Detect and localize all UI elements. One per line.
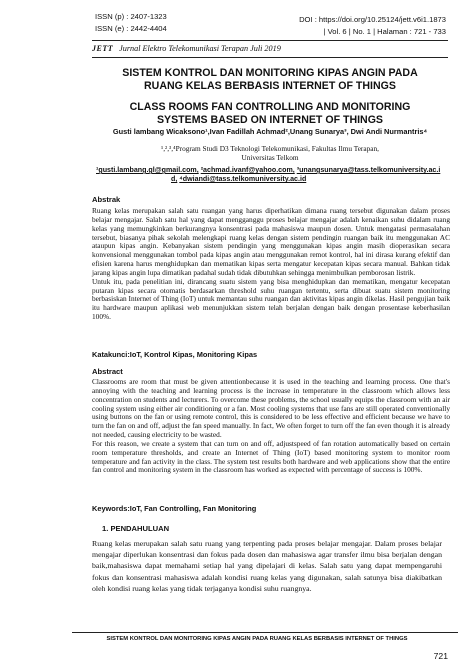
affiliation-line-2: Universitas Telkom: [241, 153, 299, 163]
header-rule-bottom: [92, 57, 448, 58]
author-emails: [96, 166, 446, 184]
footer-rule: [72, 632, 458, 633]
pendahuluan-body: [92, 538, 442, 594]
email-3-cont[interactable]: d,: [171, 175, 178, 183]
journal-banner: [92, 44, 448, 53]
abstrak-paragraph: Untuk itu, pada penelitian ini, dirancang suatu sistem yang bisa menghidupkan dan mematikan, mengatur kecepatan putaran kipas secara otomatis berdasarkan threshold suhu ruangan tertentu, serta dibuat suatu sistem monitoring berbasiskan Internet of Thing (IoT) untuk memantau suhu ruangan dan aktivitas kipas angin dikelas. Hasil pengujian baik itu hardware maupun aplikasi web menunjukkan sistem telah berjalan dengan baik dengan prosentase keberhasilan 100%.: [92, 276, 450, 322]
abstract-paragraph: For this reason, we create a system that can turn on and off, adjustspeed of fan rotation automatically based on certain room temperature thresholds, and create an Internet of Thing (IoT) based monitoring system to monitor room temperature and fan activity in the class. The system test results both hardware and web applications show that the entire fan control and monitoring system in the classroom has worked as expected with percentage of success is 100%.: [92, 438, 450, 475]
section-heading-pendahuluan: 1. PENDAHULUAN: [102, 524, 170, 533]
title-en-line-2: SYSTEMS BASED ON INTERNET OF THINGS: [156, 113, 384, 126]
email-2[interactable]: ²achmad.ivanf@yahoo.com,: [200, 166, 295, 174]
abstract-paragraph: Classrooms are room that must be given attentionbecause it is used in the teaching and learning process. One that's annoying with the teaching and learning process is the increase in temperature in the classroom which allows less concentration on students and lecturers. To overcome these problems, the school usually equips the classroom with an air cooling system using either air conditioning or a fan. Most cooling systems that use fans are still operated conventionally using buttons on the fan or using remote control, this is considered to be less effective and efficient because we have to turn the fan on and off, adjust the fan speed manually. In fact, We often forget to turn off the fan even though it is already not needed, causing electricity to be wasted.: [92, 377, 450, 440]
issn-electronic: ISSN (e) : 2442-4404: [95, 24, 167, 33]
affiliation-line-1: ¹,²,³,⁴Program Studi D3 Teknologi Telekomunikasi, Fakultas Ilmu Terapan,: [161, 144, 379, 153]
title-en-line-1: CLASS ROOMS FAN CONTROLLING AND MONITORING: [129, 101, 411, 113]
abstrak-body: [92, 207, 450, 322]
email-1[interactable]: ¹gusti.lambang.gl@gmail.com,: [96, 166, 199, 174]
abstract-body: [92, 378, 450, 475]
abstrak-heading: Abstrak: [92, 195, 121, 204]
keywords: Keywords:IoT, Fan Controlling, Fan Monitoring: [92, 504, 257, 513]
journal-name: Jurnal Elektro Telekomunikasi Terapan Juli 2019: [119, 44, 281, 53]
affiliation: [92, 144, 448, 163]
abstract-heading: Abstract: [92, 367, 123, 376]
title-id-line-2: RUANG KELAS BERBASIS INTERNET OF THINGS: [144, 79, 396, 92]
abstrak-paragraph: Ruang kelas merupakan salah satu ruangan yang harus diperhatikan dimana ruang tersebut digunakan dalam proses belajar mengajar. Salah satu hal yang dapat mengganggu proses belajar mengajar adalah kenaikan suhu didalam ruang kelas yang memungkinkan berkurangnya konsentrasi pada mahasiswa maupun dosen. Untuk mengatasi permasalahan tersebut, biasanya pihak sekolah melengkapi ruang kelas dengan sistem pendingin ruangan baik itu menggunakan AC ataupun kipas angin. Kebanyakan sistem pendingin yang menggunakan kipas angin masih dioperasikan secara konvensional menggunakan tombol pada kipas angin atau menggunakan remot kontrol, hal ini dirasa kurang efektif dan efisien karena harus menghidupkan dan mematikan kipas serta mengatur kecepatan kipas secara manual. Bahkan tidak jarang kipas angin lupa dimatikan padahal sudah tidak dibutuhkan sehingga menimbulkan pemborosan listrik.: [92, 206, 450, 277]
journal-logo: JETT: [92, 44, 114, 53]
email-4[interactable]: ⁴dwiandi@tass.telkomuniversity.ac.id: [179, 175, 307, 183]
katakunci: Katakunci:IoT, Kontrol Kipas, Monitoring Kipas: [92, 350, 258, 359]
pendahuluan-paragraph: Ruang kelas merupakan salah satu ruang yang terpenting pada proses belajar mengajar. Dalam proses belajar mengajar diperlukan konsentrasi dan fokus pada dosen dan mahasiswa agar transfer ilmu bisa berjalan dengan baik,mahasiswa dapat memahami setiap hal yang dipelajari di kelas. Salah satu yang dapat mempengaruhi fokus dan konsentrasi mahasiswa adalah kondisi ruang kelas yang digunakan, salah satunya bisa diakibatkan oleh kondisi ruang kelas yang tidak terjaganya kondisi suhu ruangnya.: [92, 539, 442, 593]
header-rule-top: [92, 40, 448, 41]
page-number: 721: [433, 651, 448, 661]
title-id-line-1: SISTEM KONTROL DAN MONITORING KIPAS ANGIN PADA: [122, 67, 418, 79]
doi-link[interactable]: DOI : https://doi.org/10.25124/jett.v6i1.1873: [299, 15, 446, 24]
title-english: [92, 101, 448, 126]
issn-print: ISSN (p) : 2407-1323: [95, 12, 167, 21]
volume-info: | Vol. 6 | No. 1 | Halaman : 721 - 733: [323, 27, 446, 36]
email-3[interactable]: ³unangsunarya@tass.telkomuniversity.ac.i: [296, 166, 441, 174]
title-indonesian: [92, 67, 448, 92]
running-footer: SISTEM KONTROL DAN MONITORING KIPAS ANGIN PADA RUANG KELAS BERBASIS INTERNET OF THINGS: [106, 636, 408, 642]
author-list: Gusti lambang Wicaksono¹,Ivan Fadillah Achmad²,Unang Sunarya³, Dwi Andi Nurmantris⁴: [112, 127, 428, 136]
